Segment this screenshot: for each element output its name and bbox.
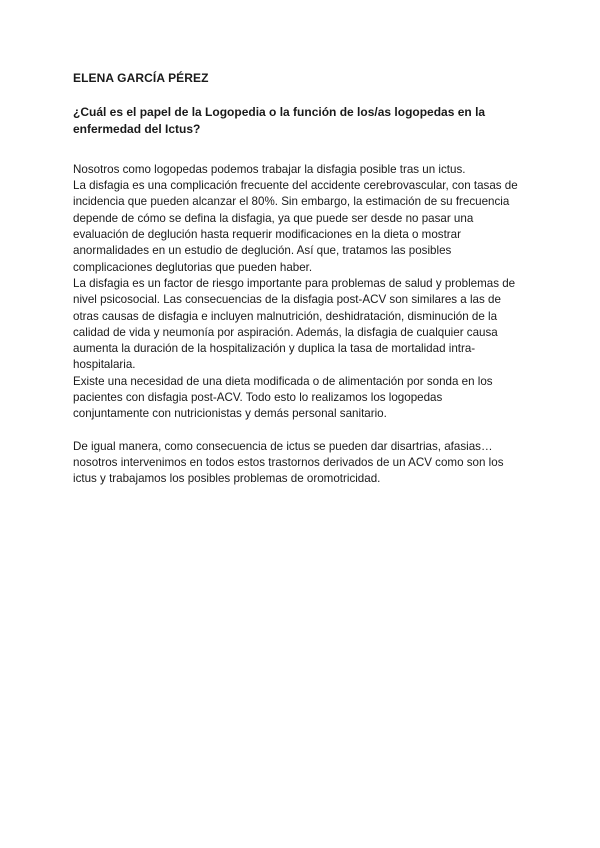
paragraph-other-disorders: De igual manera, como consecuencia de ictus se pueden dar disartrias, afasias…nosotros intervenimos en todos estos trastornos derivados de un ACV como son los ictus y trabajamos los posibles problemas de oromotricidad. (73, 439, 504, 486)
document-body (73, 70, 521, 488)
paragraph-dysphagia-risk: La disfagia es un factor de riesgo importante para problemas de salud y problemas de nivel psicosocial. Las consecuencias de la disfagia post-ACV son similares a las de otras causas de disfagia e incluyen malnutrición, deshidratación, disminución de la calidad de vida y neumonía por aspiración. Además, la disfagia de cualquier causa aumenta la duración de la hospitalización y duplica la tasa de mortalidad intra-hospitalaria. (73, 276, 516, 372)
paragraph-diet: Existe una necesidad de una dieta modificada o de alimentación por sonda en los pacientes con disfagia post-ACV. Todo esto lo realizamos los logopedas conjuntamente con nutricionistas y demás personal sanitario. (73, 374, 493, 421)
paragraph-intro: Nosotros como logopedas podemos trabajar la disfagia posible tras un ictus. (73, 162, 466, 176)
author-name: ELENA GARCÍA PÉREZ (73, 71, 209, 85)
paragraph-spacer (73, 423, 521, 439)
paragraph-dysphagia-incidence: La disfagia es una complicación frecuente del accidente cerebrovascular, con tasas de incidencia que pueden alcanzar el 80%. Sin embargo, la estimación de su frecuencia depende de cómo se defina la disfagia, ya que puede ser desde no pasar una evaluación de deglución hasta requerir modificaciones en la dieta o mostrar anormalidades en un estudio de deglución. Así que, tratamos las posibles complicaciones deglutorias que pueden haber. (73, 179, 518, 274)
document-question-heading: ¿Cuál es el papel de la Logopedia o la función de los/as logopedas en la enfermedad del Ictus? (73, 105, 486, 136)
